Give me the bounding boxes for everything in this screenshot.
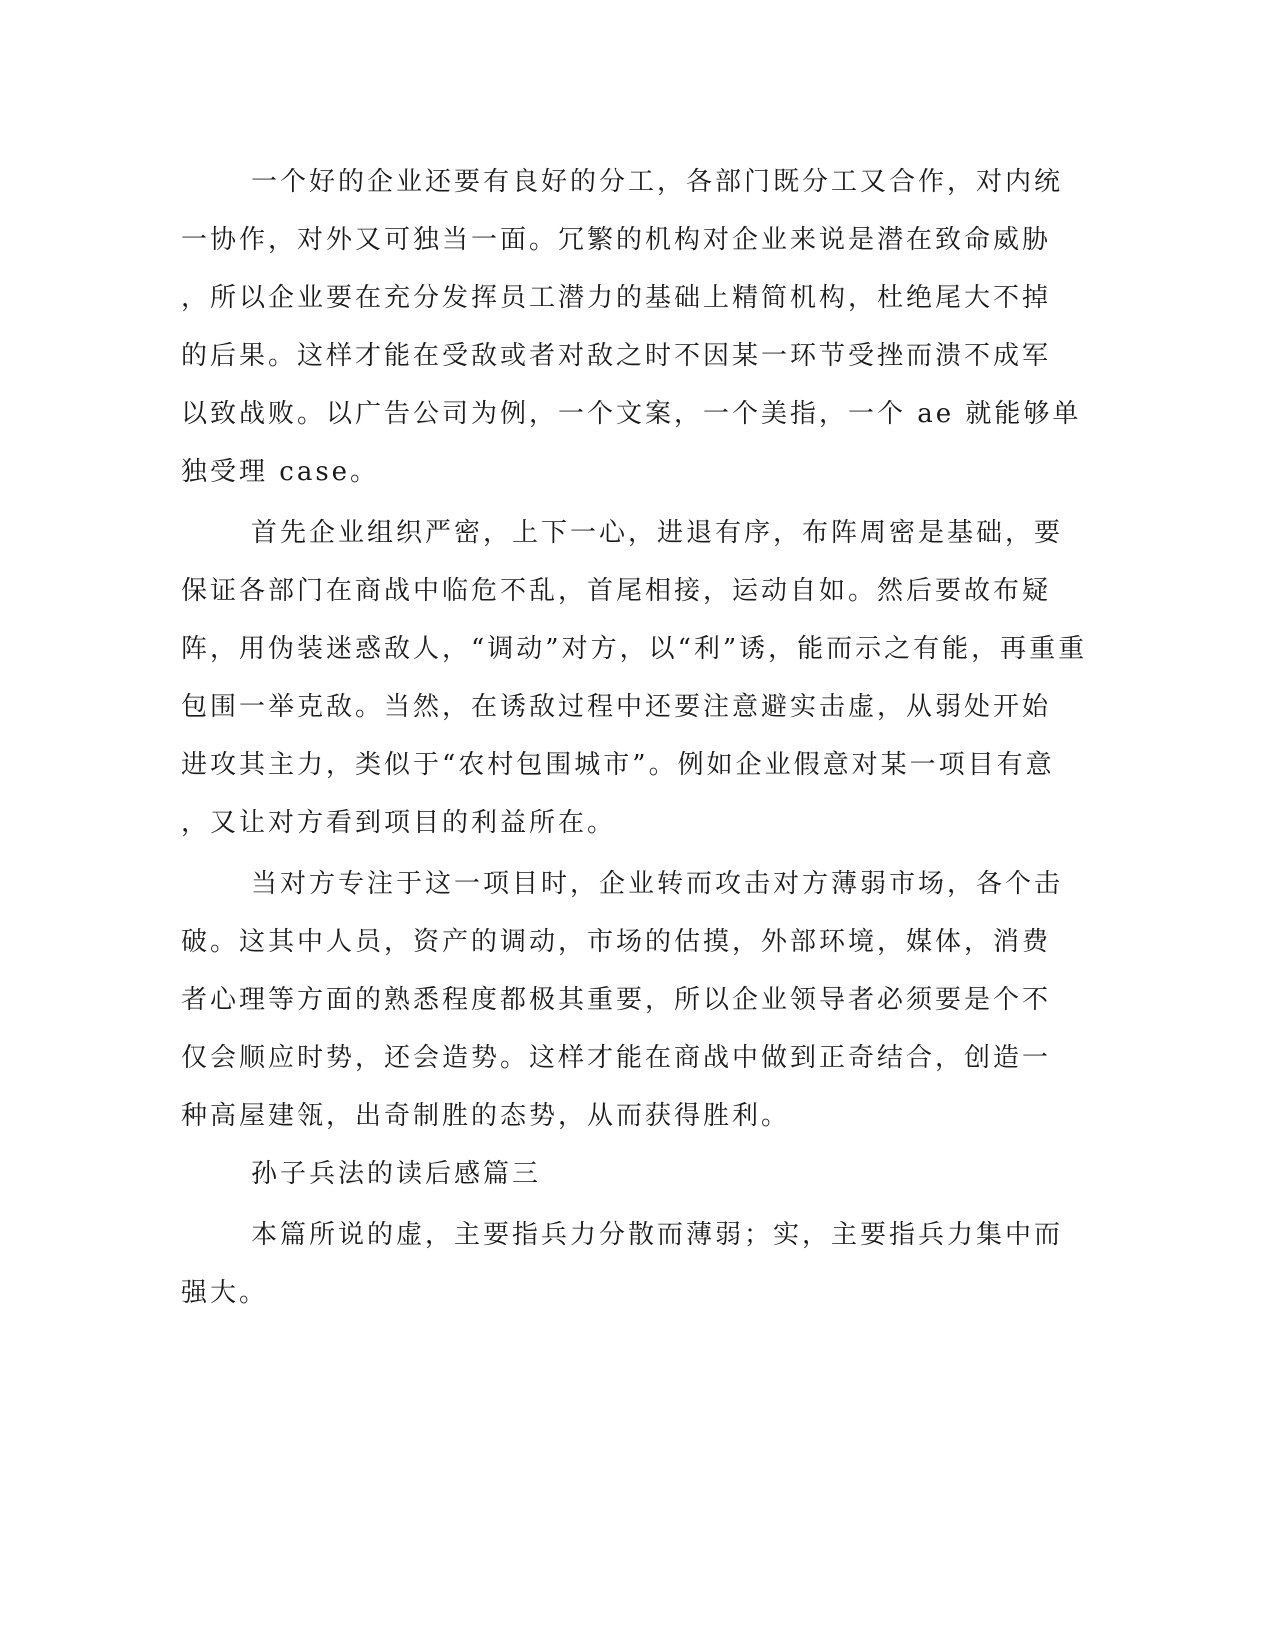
section-heading: 孙子兵法的读后感篇三	[251, 1159, 542, 1189]
paragraph-2-line-6: ，又让对方看到项目的利益所在。	[181, 808, 617, 838]
paragraph-2-line-4: 包围一举克敌。当然，在诱敌过程中还要注意避实击虚，从弱处开始	[181, 692, 1052, 722]
paragraph-3-line-1: 当对方专注于这一项目时，企业转而攻击对方薄弱市场，各个击	[251, 869, 1064, 899]
paragraph-4-line-1: 本篇所说的虚，主要指兵力分散而薄弱；实，主要指兵力集中而	[251, 1220, 1064, 1250]
paragraph-3-line-4: 仅会顺应时势，还会造势。这样才能在商战中做到正奇结合，创造一	[181, 1043, 1052, 1073]
paragraph-2-line-1: 首先企业组织严密，上下一心，进退有序，布阵周密是基础，要	[251, 518, 1064, 548]
paragraph-2-line-2: 保证各部门在商战中临危不乱，首尾相接，运动自如。然后要故布疑	[181, 576, 1052, 606]
paragraph-3-line-2: 破。这其中人员，资产的调动，市场的估摸，外部环境，媒体，消费	[181, 927, 1052, 957]
paragraph-3-line-3: 者心理等方面的熟悉程度都极其重要，所以企业领导者必须要是个不	[181, 985, 1052, 1015]
paragraph-2-line-3: 阵，用伪装迷惑敌人，“调动”对方，以“利”诱，能而示之有能，再重重	[181, 634, 1088, 664]
paragraph-2-line-5: 进攻其主力，类似于“农村包围城市”。例如企业假意对某一项目有意	[181, 750, 1055, 780]
paragraph-3-line-5: 种高屋建瓴，出奇制胜的态势，从而获得胜利。	[181, 1101, 791, 1131]
paragraph-1-line-1: 一个好的企业还要有良好的分工，各部门既分工又合作，对内统	[251, 167, 1064, 197]
paragraph-1-line-5: 以致战败。以广告公司为例，一个文案，一个美指，一个 ae 就能够单	[181, 399, 1082, 429]
paragraph-1-line-4: 的后果。这样才能在受敌或者对敌之时不因某一环节受挫而溃不成军	[181, 341, 1052, 371]
paragraph-1-line-6: 独受理 case。	[181, 457, 380, 487]
paragraph-1-line-3: ，所以企业要在充分发挥员工潜力的基础上精简机构，杜绝尾大不掉	[181, 283, 1052, 313]
paragraph-4-line-2: 强大。	[181, 1278, 269, 1308]
paragraph-1-line-2: 一协作，对外又可独当一面。冗繁的机构对企业来说是潜在致命威胁	[181, 225, 1052, 255]
